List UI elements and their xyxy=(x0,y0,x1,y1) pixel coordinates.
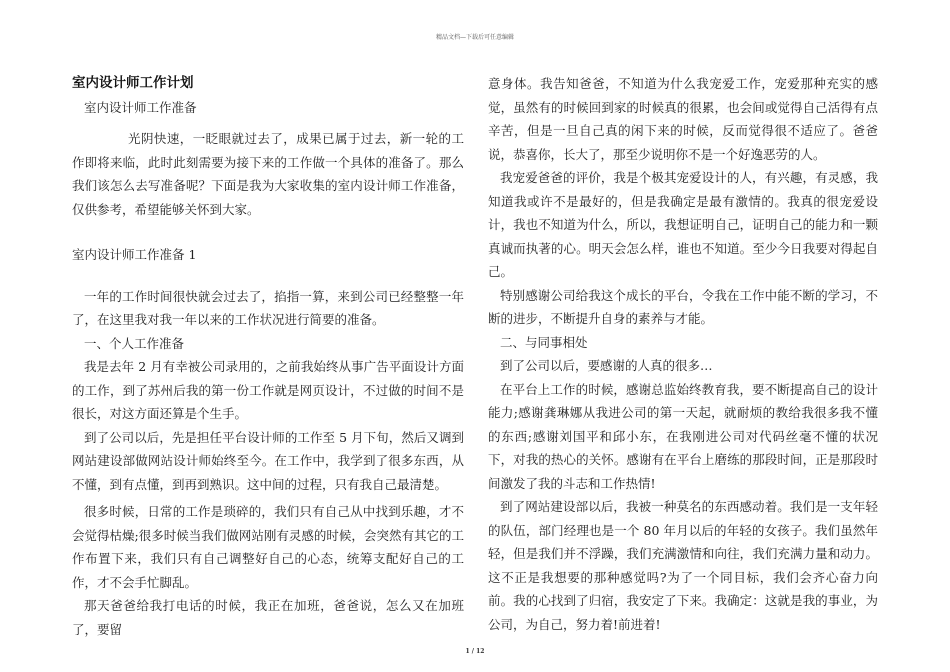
document-subtitle: 室内设计师工作准备 xyxy=(84,99,197,115)
body-paragraph: 我是去年 2 月有幸被公司录用的，之前我始终从事广告平面设计方面的工作，到了苏州后我的第一份工作就是网页设计，不过做的时间不是很长，对这方面还算是个生手。 xyxy=(72,359,464,421)
section-title: 室内设计师工作准备 1 xyxy=(72,247,197,262)
body-paragraph: 到了公司以后，先是担任平台设计师的工作至 5 月下旬，然后又调到网站建设部做网站设计师始终至今。在工作中，我学到了很多东西，从不懂，到有点懂，到再到熟识。这中间的过程，只有我自己最清楚。 xyxy=(72,429,464,492)
body-paragraph: 到了网站建设部以后，我被一种莫名的东西感动着。我们是一支年轻的队伍，部门经理也是一个 80 年月以后的年轻的女孩子。我们虽然年轻，但是我们并不浮躁，我们充满激情和向往，我们充满力量和动力。这不正是我想要的那种感觉吗?为了一个同目标，我们会齐心奋力向前。我的心找到了归宿，我安定了下来。我确定：这就是我的事业，为公司，为自己，努力着!前进着! xyxy=(488,499,878,632)
body-paragraph: 在平台上工作的时候，感谢总监始终教育我，要不断提高自己的设计能力;感谢龚琳娜从我进公司的第一天起，就耐烦的教给我很多我不懂的东西;感谢刘国平和邱小东，在我刚进公司对代码丝毫不懂的状况下，对我的热心的关怀。感谢有在平台上磨练的那段时间，正是那段时间激发了我的斗志和工作热情! xyxy=(488,381,878,491)
intro-paragraph: 光阴快速，一眨眼就过去了，成果已属于过去，新一轮的工作即将来临，此时此刻需要为接下来的工作做一个具体的准备了。那么我们该怎么去写准备呢？下面是我为大家收集的室内设计师工作准备，仅供参考，希望能够关怀到大家。 xyxy=(72,131,464,217)
body-paragraph: 那天爸爸给我打电话的时候，我正在加班，爸爸说，怎么又在加班了，要留 xyxy=(72,598,464,637)
page-number: 1 / 12 xyxy=(465,648,485,655)
body-paragraph: 意身体。我告知爸爸，不知道为什么我宠爱工作，宠爱那种充实的感觉，虽然有的时候回到家的时候真的很累，也会间或觉得自己活得有点辛苦，但是一旦自己真的闲下来的时候，反而觉得很不适应了。爸爸说，恭喜你，长大了，那至少说明你不是一个好逸恶劳的人。 xyxy=(488,76,878,162)
document-title: 室内设计师工作计划 xyxy=(72,75,194,91)
body-paragraph: 特别感谢公司给我这个成长的平台，令我在工作中能不断的学习，不断的进步，不断提升自身的素养与才能。 xyxy=(488,287,878,326)
body-paragraph: 一年的工作时间很快就会过去了，掐指一算，来到公司已经整整一年了，在这里我对我一年以来的工作状况进行简要的准备。 xyxy=(72,288,464,327)
body-paragraph: 到了公司以后，要感谢的人真的很多… xyxy=(500,358,713,373)
body-paragraph: 很多时候，日常的工作是琐碎的，我们只有自己从中找到乐趣，才不会觉得枯燥;很多时候当我们做网站刚有灵感的时候，会突然有其它的工作布置下来，我们只有自己调整好自己的心态，统筹支配好自己的工作，才不会手忙脚乱。 xyxy=(72,504,464,590)
right-column xyxy=(488,72,878,636)
section-heading: 二、与同事相处 xyxy=(500,334,588,350)
body-paragraph: 我宠爱爸爸的评价，我是个极其宠爱设计的人，有兴趣，有灵感，我知道我或许不是最好的，但是我确定是最有激情的。我真的很宠爱设计，我也不知道为什么，所以，我想证明自己，证明自己的能力和一颗真诚而执著的心。明天会怎么样，谁也不知道。至少今日我要对得起自己。 xyxy=(488,170,878,279)
left-column xyxy=(72,72,464,641)
page-header: 精品文档—下载后可任意编辑 xyxy=(435,34,514,41)
section-heading: 一、个人工作准备 xyxy=(84,335,185,351)
